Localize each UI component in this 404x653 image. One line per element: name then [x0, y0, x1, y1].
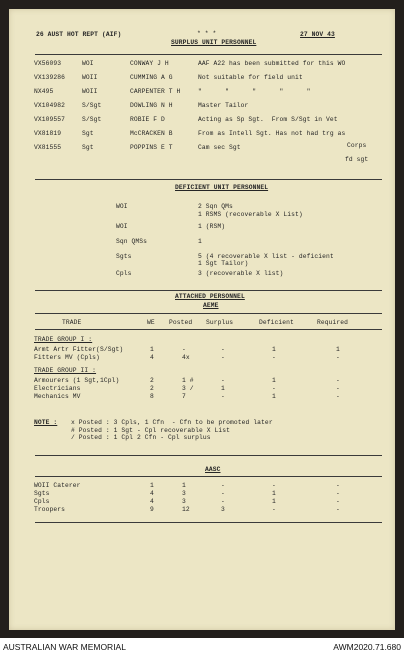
service-number: VX139286: [34, 74, 66, 81]
service-number: NX495: [34, 88, 54, 95]
person-name: DOWLING N H: [130, 102, 173, 109]
table-cell-surplus: -: [221, 393, 225, 400]
table-cell-required: -: [336, 385, 340, 392]
section-subtitle-aeme: AEME: [203, 302, 219, 309]
table-cell-surplus: -: [221, 490, 225, 497]
deficient-detail: 3 (recoverable X list): [198, 270, 284, 277]
deficient-rank: Cpls: [116, 270, 132, 277]
section-title-attached: ATTACHED PERSONNEL: [175, 293, 245, 300]
table-cell-posted: 4x: [182, 354, 190, 361]
remark: " " " " ": [198, 88, 311, 95]
table-cell-required: -: [336, 498, 340, 505]
trade-group-2-title: TRADE GROUP II :: [34, 367, 97, 374]
table-cell-posted: 1: [182, 482, 186, 489]
divider: [35, 290, 382, 291]
table-cell-trade: Armourers (1 Sgt,1Cpl): [34, 377, 120, 384]
document-page: [9, 9, 395, 630]
note-line: # Posted : 1 Sgt - Cpl recoverable X List: [71, 426, 231, 434]
divider: [35, 313, 382, 314]
divider: [35, 329, 382, 330]
section-title-deficient: DEFICIENT UNIT PERSONNEL: [175, 184, 269, 191]
section-title-surplus: SURPLUS UNIT PERSONNEL: [171, 39, 257, 46]
table-cell-surplus: -: [221, 377, 225, 384]
table-cell-trade: Fitters MV (Cpls): [34, 354, 100, 361]
column-header-we: WE: [147, 319, 155, 326]
deficient-rank: Sgts: [116, 253, 132, 260]
table-cell-required: -: [336, 354, 340, 361]
table-cell-surplus: -: [221, 354, 225, 361]
divider: [35, 455, 382, 456]
table-cell-required: -: [336, 393, 340, 400]
table-cell-deficient: -: [272, 482, 276, 489]
deficient-rank: Sqn QMSs: [116, 238, 148, 245]
surplus-note-corps: Corps: [347, 142, 367, 149]
person-name: ROBIE F D: [130, 116, 165, 123]
table-cell-surplus: -: [221, 346, 225, 353]
table-cell-we: 8: [150, 393, 154, 400]
deficient-detail: 1 (RSM): [198, 223, 226, 230]
table-cell-trade: Mechanics MV: [34, 393, 81, 400]
table-cell-we: 9: [150, 506, 154, 513]
section-title-aasc: AASC: [205, 466, 221, 473]
divider: [35, 54, 382, 55]
service-number: VX104982: [34, 102, 66, 109]
table-cell-posted: 3: [182, 490, 186, 497]
remark: Acting as Sp Sgt. From S/Sgt in Vet: [198, 116, 338, 123]
rank: Sgt: [82, 144, 94, 151]
table-cell-we: 4: [150, 498, 154, 505]
remark: From as Intell Sgt. Has not had trg as: [198, 130, 346, 137]
remark: Master Tailor: [198, 102, 249, 109]
table-cell-posted: 3 /: [182, 385, 194, 392]
table-cell-deficient: -: [272, 506, 276, 513]
table-cell-surplus: 3: [221, 506, 225, 513]
service-number: VX56093: [34, 60, 62, 67]
note-line: / Posted : 1 Cpl 2 Cfn - Cpl surplus: [71, 434, 211, 441]
deficient-detail: 1 Sgt Tailor): [198, 260, 249, 267]
table-cell-we: 1: [150, 482, 154, 489]
rank: WOII: [82, 88, 98, 95]
table-cell-required: -: [336, 506, 340, 513]
table-cell-deficient: 1: [272, 498, 276, 505]
deficient-detail: 2 Sqn QMs: [198, 203, 233, 210]
deficient-detail: 1 RSMS (recoverable X List): [198, 211, 303, 218]
table-cell-deficient: -: [272, 385, 276, 392]
person-name: McCRACKEN B: [130, 130, 173, 137]
rank: WOI: [82, 60, 94, 67]
column-header-trade: TRADE: [62, 319, 82, 326]
remark: Not suitable for field unit: [198, 74, 303, 81]
column-header-required: Required: [317, 319, 349, 326]
table-cell-required: -: [336, 490, 340, 497]
table-cell-deficient: 1: [272, 346, 276, 353]
table-cell-posted: 1 #: [182, 377, 194, 384]
person-name: POPPINS E T: [130, 144, 173, 151]
table-cell-trade: Electricians: [34, 385, 81, 392]
table-cell-trade: Troopers: [34, 506, 66, 513]
deficient-detail: 1: [198, 238, 202, 245]
person-name: CARPENTER T H: [130, 88, 181, 95]
table-cell-we: 2: [150, 377, 154, 384]
footer-accession-number: AWM2020.71.680: [333, 642, 401, 652]
deficient-rank: WOI: [116, 223, 128, 230]
trade-group-1-title: TRADE GROUP I :: [34, 336, 93, 343]
header-marks: * * *: [197, 30, 217, 37]
deficient-rank: WOI: [116, 203, 128, 210]
table-cell-posted: 7: [182, 393, 186, 400]
table-cell-surplus: -: [221, 482, 225, 489]
service-number: VX81555: [34, 144, 62, 151]
note-label: NOTE :: [34, 419, 58, 426]
rank: S/Sgt: [82, 116, 102, 123]
table-cell-deficient: -: [272, 354, 276, 361]
unit-heading: 26 AUST HOT REPT (AIF): [36, 31, 122, 38]
table-cell-trade: Sgts: [34, 490, 50, 497]
table-cell-we: 2: [150, 385, 154, 392]
table-cell-deficient: 1: [272, 393, 276, 400]
service-number: VX109557: [34, 116, 66, 123]
column-header-surplus: Surplus: [206, 319, 234, 326]
footer-bar: [0, 638, 404, 653]
table-cell-posted: 3: [182, 498, 186, 505]
divider: [35, 179, 382, 180]
document-date: 27 NOV 43: [300, 31, 335, 38]
remark: Cam sec Sgt: [198, 144, 241, 151]
note-line: x Posted : 3 Cpls, 1 Cfn - Cfn to be promoted later: [71, 419, 273, 426]
table-cell-we: 4: [150, 490, 154, 497]
divider: [35, 476, 382, 477]
table-cell-we: 4: [150, 354, 154, 361]
surplus-note-fd-sgt: fd sgt: [345, 156, 369, 163]
footer-institution: AUSTRALIAN WAR MEMORIAL: [3, 642, 126, 652]
rank: S/Sgt: [82, 102, 102, 109]
table-cell-deficient: 1: [272, 377, 276, 384]
person-name: CONWAY J H: [130, 60, 169, 67]
service-number: VX81819: [34, 130, 62, 137]
rank: Sgt: [82, 130, 94, 137]
table-cell-trade: Cpls: [34, 498, 50, 505]
table-cell-trade: Armt Artr Fitter(S/Sgt): [34, 346, 124, 353]
rank: WOII: [82, 74, 98, 81]
column-header-deficient: Deficient: [259, 319, 294, 326]
table-cell-required: 1: [336, 346, 340, 353]
remark: AAF A22 has been submitted for this WO: [198, 60, 346, 67]
table-cell-required: -: [336, 377, 340, 384]
table-cell-we: 1: [150, 346, 154, 353]
table-cell-surplus: 1: [221, 385, 225, 392]
column-header-posted: Posted: [169, 319, 193, 326]
table-cell-posted: -: [182, 346, 186, 353]
table-cell-trade: WOII Caterer: [34, 482, 81, 489]
table-cell-deficient: 1: [272, 490, 276, 497]
table-cell-surplus: -: [221, 498, 225, 505]
person-name: CUMMING A G: [130, 74, 173, 81]
deficient-detail: 5 (4 recoverable X list - deficient: [198, 253, 334, 260]
table-cell-required: -: [336, 482, 340, 489]
table-cell-posted: 12: [182, 506, 190, 513]
divider: [35, 522, 382, 523]
